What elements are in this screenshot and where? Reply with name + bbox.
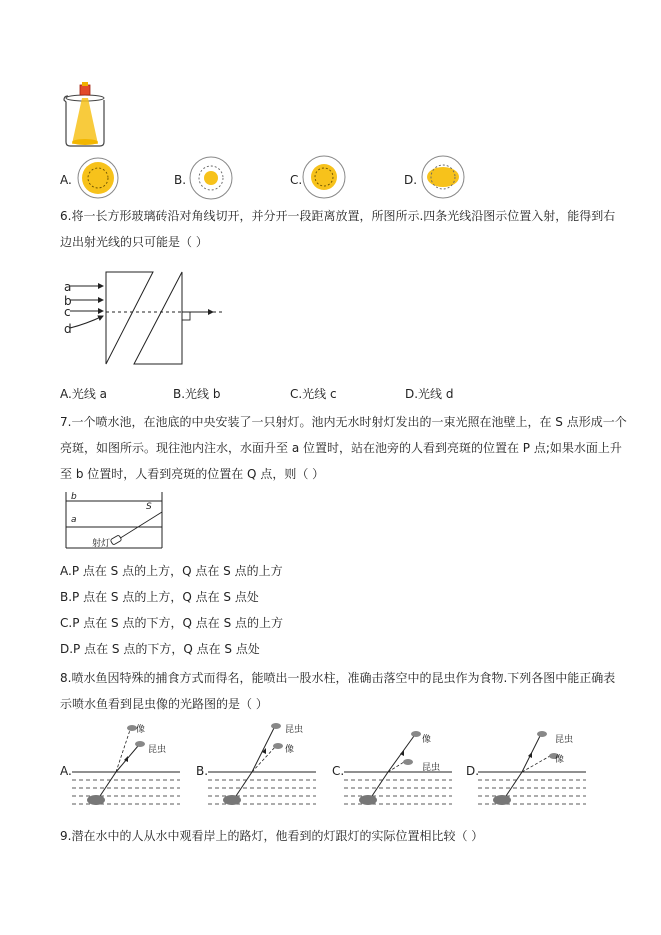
q5-option-c-label[interactable]: C. — [290, 173, 303, 187]
q5-option-a-figure — [76, 156, 120, 200]
q8-option-a-label[interactable]: A. — [60, 764, 72, 778]
q8-a-image-label: 像 — [136, 725, 146, 735]
fountain-pool-figure — [64, 492, 168, 552]
q7-option-c[interactable]: C.P 点在 S 点的下方，Q 点在 S 点的上方 — [60, 616, 283, 630]
q8-option-c-label[interactable]: C. — [332, 764, 345, 778]
q5-option-d-label[interactable]: D. — [404, 173, 418, 187]
q6-option-d[interactable]: D.光线 d — [405, 387, 454, 401]
q7-option-d[interactable]: D.P 点在 S 点的下方，Q 点在 S 点处 — [60, 642, 260, 656]
ray-label-a: a — [64, 280, 72, 294]
glass-brick-figure — [58, 266, 228, 378]
water-level-b-label: b — [71, 492, 77, 502]
ray-label-c: c — [64, 305, 71, 319]
q5-option-d-figure — [418, 154, 468, 200]
q6-option-c[interactable]: C.光线 c — [290, 387, 337, 401]
q8-c-image-label: 像 — [422, 735, 432, 745]
q8-b-image-label: 像 — [285, 745, 295, 755]
q7-question-line3: 至 b 位置时，人看到亮斑的位置在 Q 点，则（ ） — [60, 467, 325, 481]
q7-question-line2: 亮斑，如图所示。现往池内注水，水面升至 a 位置时，站在池旁的人看到亮斑的位置在 P 点;如果水面上升 — [60, 441, 622, 455]
point-s-label: S — [146, 502, 152, 512]
q8-option-a-figure — [72, 716, 184, 816]
q8-option-b-label[interactable]: B. — [196, 764, 209, 778]
q7-question-line1: 7.一个喷水池，在池底的中央安装了一只射灯。池内无水时射灯发出的一束光照在池壁上，在 S 点形成一个 — [60, 415, 627, 429]
q8-option-d-label[interactable]: D. — [466, 764, 480, 778]
q6-question-line2: 边出射光线的只可能是（ ） — [60, 235, 208, 249]
lamp-label: 射灯 — [92, 539, 111, 549]
q8-option-b-figure — [208, 716, 320, 816]
q5-option-b-label[interactable]: B. — [174, 173, 187, 187]
beaker-figure — [58, 82, 108, 148]
q5-option-b-figure — [188, 155, 234, 201]
q7-option-a[interactable]: A.P 点在 S 点的上方，Q 点在 S 点的上方 — [60, 564, 283, 578]
q5-option-c-figure — [301, 154, 347, 200]
ray-label-b: b — [64, 294, 72, 308]
q8-d-insect-label: 昆虫 — [555, 735, 574, 745]
ray-label-d: d — [64, 322, 72, 336]
q8-c-insect-label: 昆虫 — [422, 763, 441, 773]
q5-option-a-label[interactable]: A. — [60, 173, 72, 187]
q6-option-a[interactable]: A.光线 a — [60, 387, 107, 401]
water-level-a-label: a — [71, 515, 77, 525]
q6-option-b[interactable]: B.光线 b — [173, 387, 221, 401]
q8-a-insect-label: 昆虫 — [148, 745, 167, 755]
q8-b-insect-label: 昆虫 — [285, 725, 304, 735]
q8-d-image-label: 像 — [555, 755, 565, 765]
q8-question-line1: 8.喷水鱼因特殊的捕食方式而得名，能喷出一股水柱，准确击落空中的昆虫作为食物.下列各图中能正确表 — [60, 671, 616, 685]
q6-question-line1: 6.将一长方形玻璃砖沿对角线切开，并分开一段距离放置，所图所示.四条光线沿图示位置入射，能得到右 — [60, 209, 616, 223]
q7-option-b[interactable]: B.P 点在 S 点的上方，Q 点在 S 点处 — [60, 590, 259, 604]
q8-question-line2: 示喷水鱼看到昆虫像的光路图的是（ ） — [60, 697, 268, 711]
q8-option-d-figure — [478, 716, 590, 816]
q9-question-line1: 9.潜在水中的人从水中观看岸上的路灯，他看到的灯跟灯的实际位置相比较（ ） — [60, 829, 484, 843]
